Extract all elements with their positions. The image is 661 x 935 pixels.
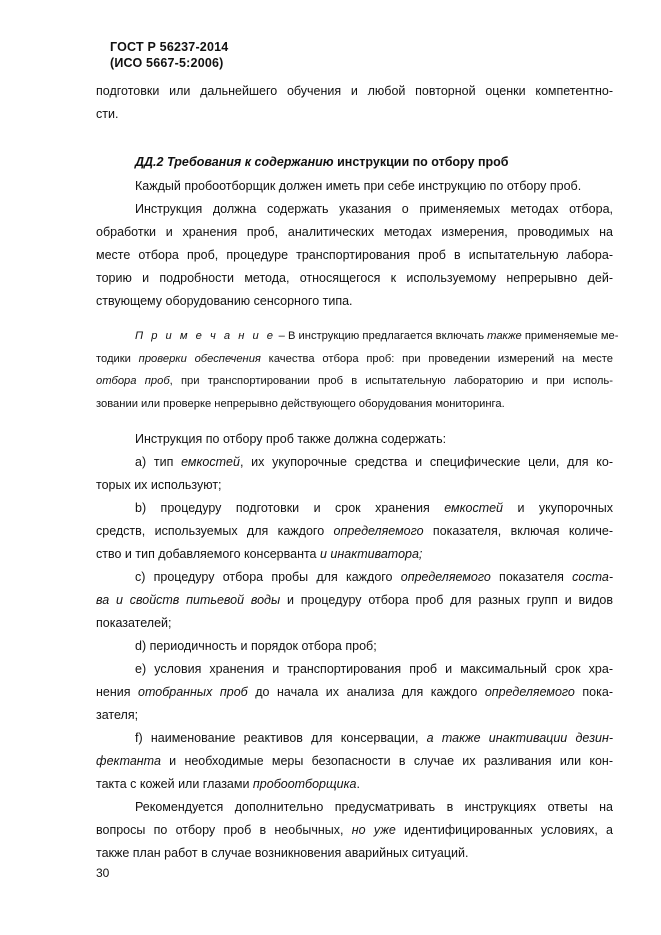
- list-item-e: e) условия хранения и транспортирования проб и максимальный срок хра-: [135, 662, 613, 676]
- item-text: идентифицированных условиях, а: [395, 823, 614, 837]
- text-line: также план работ в случае возникновения аварийных ситуаций.: [96, 846, 469, 860]
- page-number: 30: [96, 866, 110, 880]
- note-italic: проверки обеспечения: [138, 353, 261, 365]
- heading-italic: ДД.2 Требования к содержанию: [135, 155, 334, 169]
- text-line: [96, 592, 613, 608]
- item-text: c) процедуру отбора пробы для каждого: [135, 570, 401, 584]
- item-text: ство и тип добавляемого консерванта: [96, 547, 320, 561]
- standard-number: ГОСТ Р 56237-2014: [110, 40, 229, 54]
- text-line: Инструкция должна содержать указания о применяемых методах отбора,: [135, 202, 613, 216]
- item-text: такта с кожей или глазами: [96, 777, 253, 791]
- text-line: торых их используют;: [96, 478, 222, 492]
- text-line: подготовки или дальнейшего обучения и любой повторной оценки компетентно-: [96, 84, 613, 98]
- item-text: пока-: [574, 685, 613, 699]
- item-italic: и инактиватора;: [319, 547, 423, 561]
- standard-equivalent: (ИСО 5667-5:2006): [110, 56, 224, 70]
- item-text: .: [356, 777, 360, 791]
- item-italic: соста-: [572, 570, 613, 584]
- item-italic: емкостей: [444, 501, 504, 515]
- item-text: и процедуру отбора проб для разных групп и видов: [280, 593, 613, 607]
- text-line: зателя;: [96, 708, 139, 722]
- text-line: [96, 776, 613, 792]
- list-item-f: [135, 730, 613, 746]
- note-text: применяемые ме-: [521, 330, 619, 342]
- text-line: [96, 753, 613, 769]
- list-item-c: [135, 569, 613, 585]
- note-text: , при транспортировании проб в испытательную лабораторию и при исполь-: [169, 375, 613, 387]
- text-line: обработки и хранения проб, аналитических методах измерения, проводимых на: [96, 225, 613, 239]
- item-text: до начала их анализа для каждого: [247, 685, 485, 699]
- text-line: торию и подробности метода, относящегося к используемому непрерывно дей-: [96, 271, 613, 285]
- item-italic: определяемого: [333, 524, 424, 538]
- item-italic: емкостей: [181, 455, 240, 469]
- item-italic: фектанта: [96, 754, 161, 768]
- item-italic: отобранных проб: [138, 685, 248, 699]
- item-text: вопросы по отбору проб в необычных,: [96, 823, 352, 837]
- section-heading: [135, 154, 613, 170]
- list-intro: Инструкция по отбору проб также должна содержать:: [135, 432, 447, 446]
- text-line: [96, 546, 613, 562]
- text-line: месте отбора проб, процедуре транспортирования проб в испытательную лабора-: [96, 248, 613, 262]
- item-text: нения: [96, 685, 139, 699]
- item-italic: определяемого: [484, 685, 575, 699]
- paragraph-last: Рекомендуется дополнительно предусматривать в инструкциях ответы на: [135, 800, 613, 814]
- item-text: b) процедуру подготовки и срок хранения: [135, 501, 445, 515]
- item-text: а) тип: [135, 455, 182, 469]
- text-line: показателей;: [96, 616, 172, 630]
- note-label: П р и м е ч а н и е: [135, 330, 276, 342]
- note-italic: отбора проб: [96, 375, 170, 387]
- list-item-b: [135, 500, 613, 516]
- text-line: [96, 822, 613, 838]
- text-line: [96, 684, 613, 700]
- item-italic: ва и свойств питьевой воды: [96, 593, 281, 607]
- paragraph-1: Каждый пробоотборщик должен иметь при себе инструкцию по отбору проб.: [135, 179, 582, 193]
- item-text: средств, используемых для каждого: [96, 524, 334, 538]
- note-text: тодики: [96, 353, 139, 365]
- text-line: [96, 523, 613, 539]
- text-line: сти.: [96, 107, 119, 121]
- item-text: показателя, включая количе-: [423, 524, 614, 538]
- note-text: – В инструкцию предлагается включать: [275, 330, 488, 342]
- list-item-a: [135, 454, 613, 470]
- note-text: качества отбора проб: при проведении измерений на месте: [260, 353, 613, 365]
- note-line: [135, 328, 619, 344]
- note-line: [96, 373, 613, 389]
- item-text: , их укупорочные средства и специфические цели, для ко-: [239, 455, 614, 469]
- list-item-d: d) периодичность и порядок отбора проб;: [135, 639, 377, 653]
- item-text: и необходимые меры безопасности в случае их разливания или кон-: [160, 754, 613, 768]
- item-italic: пробоотборщика: [252, 777, 357, 791]
- item-text: и укупорочных: [503, 501, 613, 515]
- note-line: зовании или проверке непрерывно действующего оборудования мониторинга.: [96, 398, 505, 410]
- item-text: показателя: [490, 570, 573, 584]
- item-italic: а также инактивации дезин-: [426, 731, 613, 745]
- text-line: ствующему оборудованию сенсорного типа.: [96, 294, 353, 308]
- note-italic: также: [487, 330, 522, 342]
- note-line: [96, 351, 613, 367]
- item-italic: определяемого: [400, 570, 491, 584]
- item-text: f) наименование реактивов для консервации,: [135, 731, 427, 745]
- heading-bold: инструкции по отбору проб: [333, 155, 509, 169]
- item-italic: но уже: [351, 823, 396, 837]
